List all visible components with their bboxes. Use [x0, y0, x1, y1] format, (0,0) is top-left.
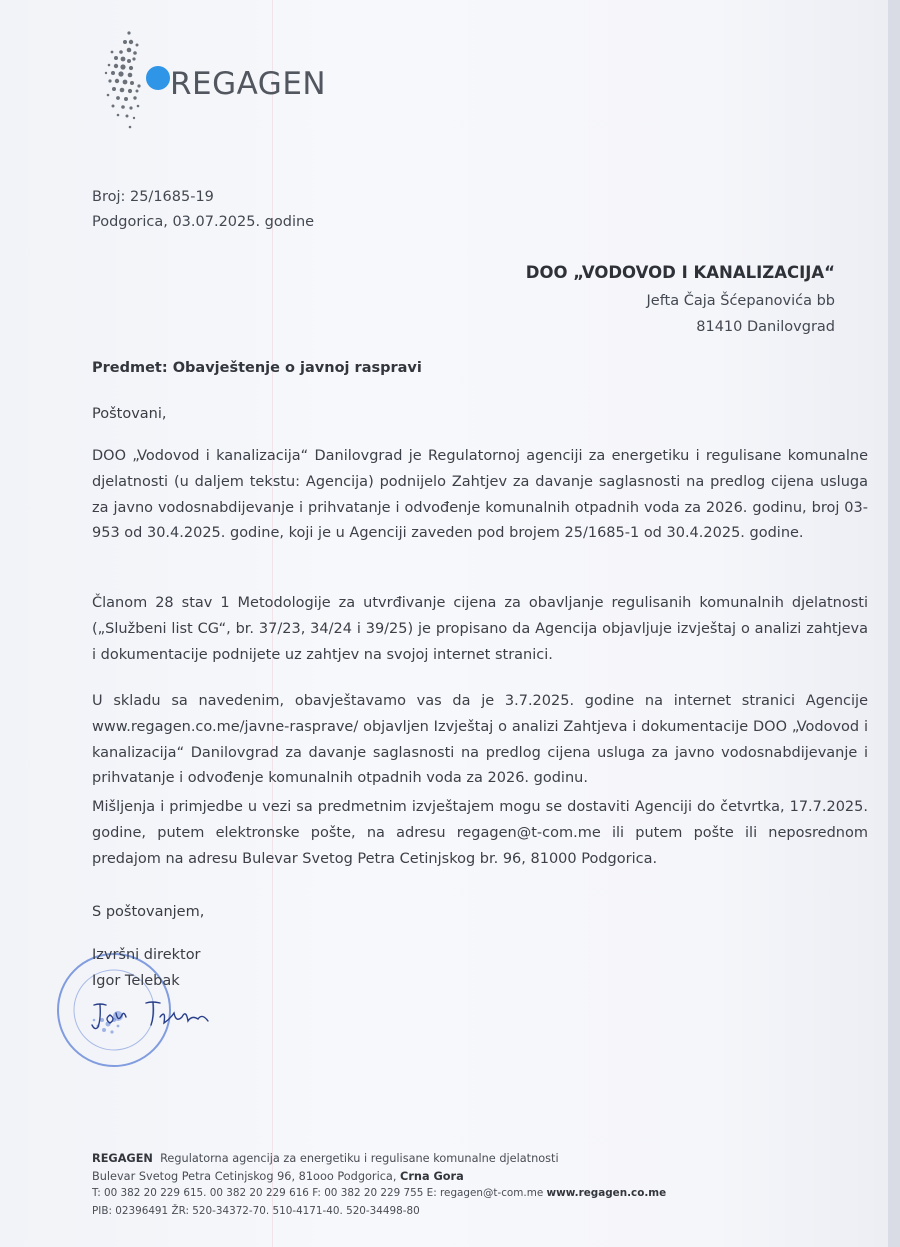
recipient-city: 81410 Danilovgrad	[696, 319, 835, 335]
signatory-block	[92, 942, 201, 994]
body-paragraph: DOO „Vodovod i kanalizacija“ Danilovgrad je Regulatornoj agenciji za energetiku i regulisane komunalne djelatnosti (u daljem tekstu: Agencija) podnijelo Zahtjev za davanje saglasnosti na predlog cijena usluga za javno vodosnabdijevanje i prihvatanje i odvođenje komunalnih otpadnih voda za 2026. godinu, broj 03-953 od 30.4.2025. godine, koji je u Agenciji zaveden pod brojem 25/1685-1 od 30.4.2025. godine.	[92, 448, 868, 542]
page-edge-shadow	[888, 0, 900, 1247]
recipient-block	[526, 260, 835, 340]
footer-address: Bulevar Svetog Petra Cetinjskog 96, 81ooo Podgorica,	[92, 1169, 397, 1183]
document-place-date: Podgorica, 03.07.2025. godine	[92, 214, 315, 230]
document-meta	[92, 185, 314, 235]
document-number: Broj: 25/1685-19	[92, 189, 214, 205]
letter-subject: Predmet: Obavještenje o javnoj raspravi	[92, 360, 422, 376]
body-paragraph: Mišljenja i primjedbe u vezi sa predmetnim izvještajem mogu se dostaviti Agenciji do četvrtka, 17.7.2025. godine, putem elektronske pošte, na adresu regagen@t-com.me ili putem pošte ili neposrednom predajom na adresu Bulevar Svetog Petra Cetinjskog br. 96, 81000 Podgorica.	[92, 799, 868, 867]
footer-country: Crna Gora	[400, 1169, 464, 1183]
handwritten-signature-icon	[88, 995, 228, 1035]
body-paragraph: Članom 28 stav 1 Metodologije za utvrđivanje cijena za obavljanje regulisanih komunalnih djelatnosti („Službeni list CG“, br. 37/23, 34/24 i 39/25) je propisano da Agencija objavljuje izvještaj o analizi zahtjeva i dokumentacije podnijete uz zahtjev na svojoj internet stranici.	[92, 595, 868, 663]
body-paragraph: U skladu sa navedenim, obavještavamo vas da je 3.7.2025. godine na internet stranici Agencije www.regagen.co.me/javne-rasprave/ objavljen Izvještaj o analizi Zahtjeva i dokumentacije DOO „Vodovod i kanalizacija“ Danilovgrad za davanje saglasnosti na predlog cijena usluga za javno vodosnabdijevanje i prihvatanje i odvođenje komunalnih otpadnih voda za 2026. godinu.	[92, 693, 868, 787]
footer-website[interactable]: www.regagen.co.me	[546, 1187, 667, 1199]
footer-bank-info: PIB: 02396491 ŽR: 520-34372-70. 510-4171-40. 520-34498-80	[92, 1204, 420, 1217]
footer-org-full: Regulatorna agencija za energetiku i regulisane komunalne djelatnosti	[160, 1152, 559, 1165]
footer-contacts: T: 00 382 20 229 615. 00 382 20 229 616 F: 00 382 20 229 755 E: regagen@t-com.me	[92, 1187, 544, 1199]
letterhead-footer	[92, 1150, 666, 1220]
logo-wordmark: REGAGEN	[170, 66, 327, 102]
recipient-name: DOO „VODOVOD I KANALIZACIJA“	[525, 263, 835, 282]
signatory-title: Izvršni direktor	[92, 947, 201, 963]
letter-greeting: Poštovani,	[92, 406, 167, 422]
signatory-name: Igor Telebak	[92, 973, 180, 989]
letter-closing: S poštovanjem,	[92, 904, 205, 920]
footer-org-short: REGAGEN	[92, 1152, 153, 1165]
recipient-street: Jefta Čaja Šćepanovića bb	[646, 293, 835, 309]
